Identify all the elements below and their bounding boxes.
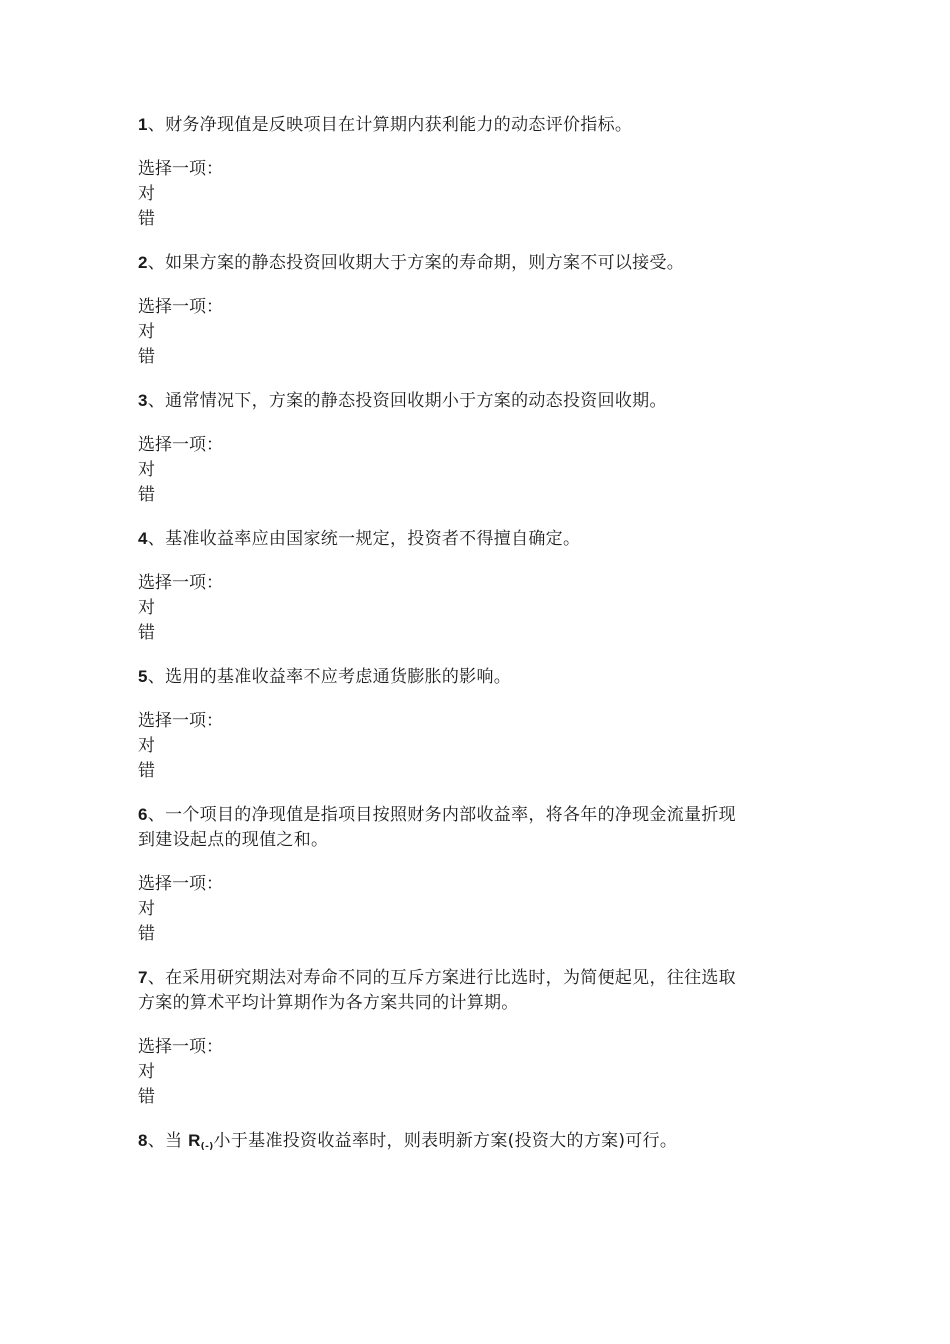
question-5 xyxy=(138,664,818,784)
choice-block xyxy=(138,433,818,508)
question-text: 4、基准收益率应由国家统一规定，投资者不得擅自确定。 xyxy=(138,529,581,549)
question-text: 2、如果方案的静态投资回收期大于方案的寿命期，则方案不可以接受。 xyxy=(138,253,685,273)
option-true[interactable]: 对 xyxy=(138,460,155,480)
question-3 xyxy=(138,388,818,508)
choice-prompt: 选择一项： xyxy=(138,435,223,455)
option-false[interactable]: 错 xyxy=(138,623,155,643)
choice-block xyxy=(138,1035,818,1110)
option-true[interactable]: 对 xyxy=(138,598,155,618)
option-false[interactable]: 错 xyxy=(138,1087,155,1107)
question-2 xyxy=(138,250,818,370)
option-true[interactable]: 对 xyxy=(138,736,155,756)
question-text: 7、在采用研究期法对寿命不同的互斥方案进行比选时，为简便起见，往往选取 方案的算术平均计算期作为各方案共同的计算期。 xyxy=(138,968,736,1013)
option-false[interactable]: 错 xyxy=(138,924,155,944)
option-true[interactable]: 对 xyxy=(138,322,155,342)
question-text: 8、当 $R_{(-)}$小于基准投资收益率时，则表明新方案(投资大的方案)可行。 xyxy=(138,1131,678,1152)
choice-block xyxy=(138,872,818,947)
question-number: 4 xyxy=(138,529,148,548)
r-symbol: R xyxy=(188,1131,201,1150)
question-text: 1、财务净现值是反映项目在计算期内获利能力的动态评价指标。 xyxy=(138,115,633,135)
option-false[interactable]: 错 xyxy=(138,347,155,367)
option-true[interactable]: 对 xyxy=(138,899,155,919)
choice-block xyxy=(138,709,818,784)
question-number: 7 xyxy=(138,968,148,987)
choice-block xyxy=(138,157,818,232)
option-false[interactable]: 错 xyxy=(138,209,155,229)
choice-prompt: 选择一项： xyxy=(138,874,223,894)
choice-prompt: 选择一项： xyxy=(138,711,223,731)
choice-block xyxy=(138,571,818,646)
question-text: 3、通常情况下，方案的静态投资回收期小于方案的动态投资回收期。 xyxy=(138,391,667,411)
choice-prompt: 选择一项： xyxy=(138,297,223,317)
choice-block xyxy=(138,295,818,370)
option-false[interactable]: 错 xyxy=(138,761,155,781)
question-number: 1 xyxy=(138,115,148,134)
question-6 xyxy=(138,802,818,947)
option-false[interactable]: 错 xyxy=(138,485,155,505)
question-list xyxy=(138,112,818,1179)
question-number: 2 xyxy=(138,253,148,272)
question-7 xyxy=(138,965,818,1110)
question-number: 5 xyxy=(138,667,148,686)
question-number: 8 xyxy=(138,1131,148,1150)
question-text: 5、选用的基准收益率不应考虑通货膨胀的影响。 xyxy=(138,667,512,687)
option-true[interactable]: 对 xyxy=(138,1062,155,1082)
choice-prompt: 选择一项： xyxy=(138,1037,223,1057)
question-8 xyxy=(138,1128,818,1160)
question-text: 6、一个项目的净现值是指项目按照财务内部收益率，将各年的净现金流量折现 到建设起点的现值之和。 xyxy=(138,805,736,850)
question-4 xyxy=(138,526,818,646)
question-number: 3 xyxy=(138,391,148,410)
question-1 xyxy=(138,112,818,232)
choice-prompt: 选择一项： xyxy=(138,573,223,593)
r-subscript: (-) xyxy=(200,1142,214,1152)
question-number: 6 xyxy=(138,805,148,824)
option-true[interactable]: 对 xyxy=(138,184,155,204)
choice-prompt: 选择一项： xyxy=(138,159,223,179)
